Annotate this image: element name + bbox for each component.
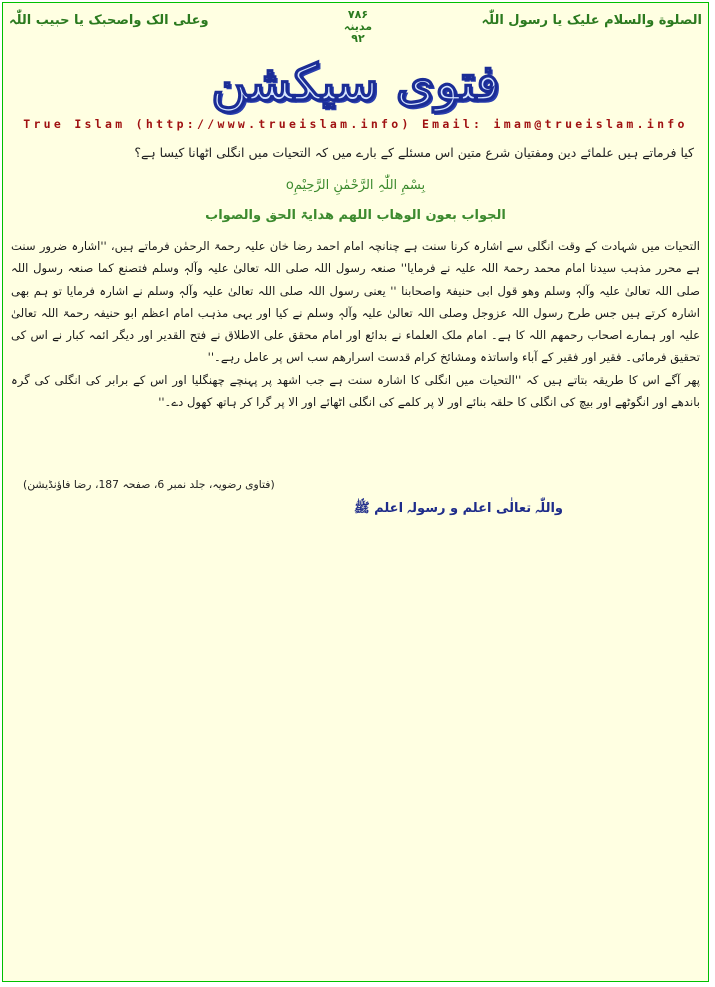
answer-body (11, 235, 700, 413)
answer-paragraph-2: پھر آگے اس کا طریقہ بتاتے ہیں کہ ''التحیات میں انگلی کا اشارہ سنت ہے جب اشھد پر پہنچے چھنگلیا اور اس کے برابر کی انگلی کی گرہ باندھے اور انگوٹھے اور بیچ کی انگلی کا حلقہ بنائے اور لا پر کلمے کی انگلی اٹھائے اور الا پر گرا کر ہاتھ کھول دے۔'' (11, 372, 700, 410)
bismillah-text: بِسْمِ اللّٰہِ الرَّحْمٰنِ الرَّحِیْمِo (285, 178, 426, 193)
question-text: کیا فرماتے ہیں علمائے دین ومفتیان شرع متین اس مسئلے کے بارے میں کہ التحیات میں انگلی اٹھانا کیسا ہے؟ (134, 145, 694, 160)
contact-line: True Islam (http://www.trueislam.info) Email: imam@trueislam.info (23, 117, 688, 131)
answer-opening: الجواب بعون الوھاب اللھم ھدایۃ الحق والصواب (205, 208, 506, 223)
center-line-2: مدینہ (343, 20, 373, 33)
salat-left-text: وعلی الک واصحبک یا حبیب اللّٰہ (9, 13, 209, 28)
page-title: فتوی سیکشن (211, 53, 500, 112)
closing-text: واللّٰہ تعالٰی اعلم و رسولہ اعلم ﷺ (353, 501, 563, 516)
center-mark (338, 9, 378, 45)
page-frame (2, 2, 709, 982)
salat-right-text: الصلوة والسلام علیک یا رسول اللّٰہ (481, 13, 702, 28)
answer-paragraph-1: التحیات میں شہادت کے وقت انگلی سے اشارہ کرنا سنت ہے چنانچہ امام احمد رضا خان علیہ رحمۃ الرحمٰن فرماتے ہیں، ''اشارہ ضرور سنت ہے محرر مذہب سیدنا امام محمد رحمۃ اللہ علیہ نے فرمایا'' صنعہ رسول اللہ صلی اللہ تعالیٰ علیہ وآلہٖ وسلم فتصنع کما صنعہ رسول اللہ صلی اللہ تعالیٰ علیہ وآلہٖ وسلم وھو قول ابی حنیفۃ واصحابنا '' یعنی رسول اللہ صلی اللہ تعالیٰ علیہ وآلہٖ وسلم نے اشارہ فرمایا تو ہم بھی اشارہ کرتے ہیں جس طرح رسول اللہ عزوجل وصلی اللہ تعالیٰ علیہ وآلہٖ وسلم نے کیا اور یہی مذہب امام اعظم ابو حنیفہ رحمۃ اللہ تعالیٰ علیہ اور ہمارے اصحاب رحمھم اللہ کا ہے۔ امام ملک العلماء نے بدائع اور امام محقق علی الاطلاق نے فتح القدیر اور دیگر ائمہ کبار نے اس کی تحقیق فرمائی۔ فقیر اور فقیر کے آباء واساتذہ ومشائخ کرام قدست اسرارھم سب اس پر عامل رہے۔'' (11, 239, 700, 365)
header-bar (3, 7, 708, 49)
reference-citation: (فتاوی رضویہ، جلد نمبر 6، صفحہ 187، رضا فاؤنڈیشن) (23, 478, 275, 491)
center-line-1: ۷۸۶ (347, 8, 369, 21)
center-line-3: ۹۲ (351, 32, 365, 45)
